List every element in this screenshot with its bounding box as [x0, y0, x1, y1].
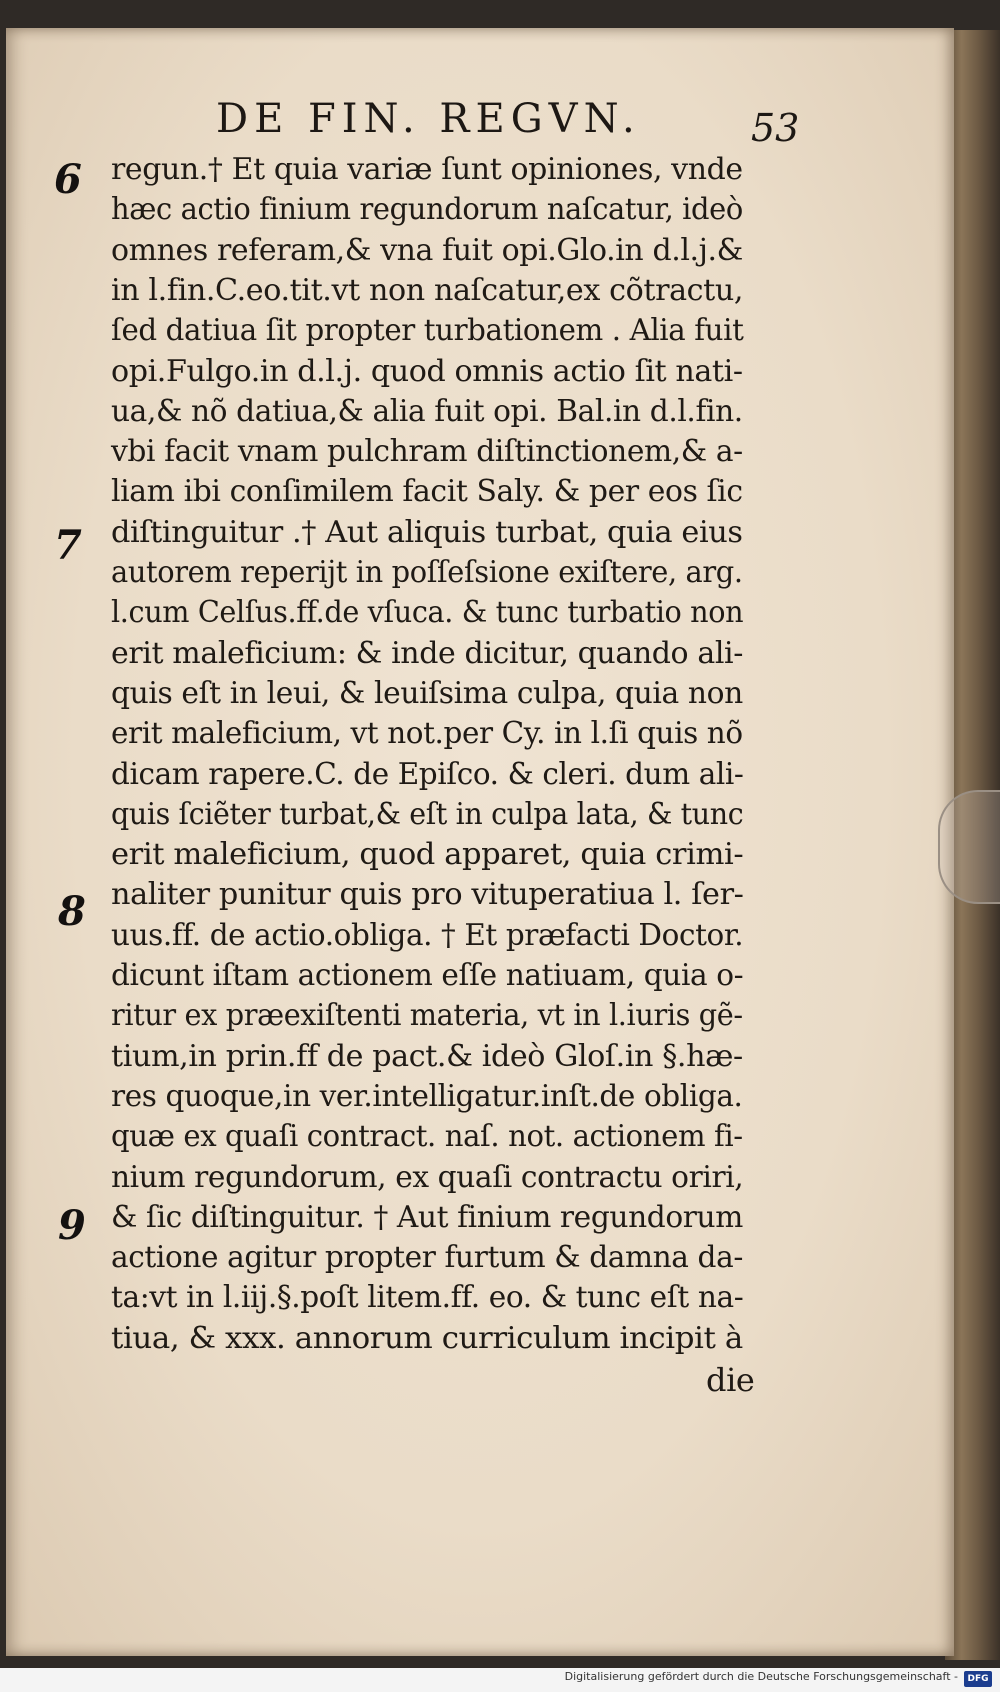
marginal-number-8: 8: [58, 888, 86, 935]
text-line: tium,in prin.ff de pact.& ideò Gloſ.in §.hæ-: [111, 1038, 743, 1074]
dfg-logo-icon: DFG: [964, 1671, 992, 1687]
text-line: & ſic diſtinguitur. † Aut finium regundorum: [111, 1199, 743, 1235]
text-line: uus.ff. de actio.obliga. † Et præfacti Doctor.: [111, 917, 744, 953]
text-line: dicam rapere.C. de Epiſco. & cleri. dum ali-: [111, 756, 744, 792]
book-page: [6, 28, 954, 1656]
running-title: DE FIN. REGVN.: [216, 96, 641, 142]
text-line: hæc actio finium regundorum naſcatur, ideò: [111, 192, 743, 228]
text-line: ſed datiua ſit propter turbationem . Alia fuit: [111, 313, 744, 349]
text-line: quis ſciẽter turbat,& eſt in culpa lata, & tunc: [111, 796, 744, 832]
text-line: ua,& nõ datiua,& alia fuit opi. Bal.in d.l.fin.: [111, 393, 743, 429]
marginal-number-9: 9: [58, 1202, 86, 1249]
text-line: erit maleficium, quod apparet, quia crimi-: [111, 837, 744, 873]
text-line: erit maleficium: & inde dicitur, quando ali-: [111, 635, 743, 671]
text-line: l.cum Celſus.ff.de vſuca. & tunc turbatio non: [111, 595, 744, 631]
text-line: erit maleficium, vt not.per Cy. in l.ſi quis nõ: [111, 716, 743, 752]
text-line: dicunt iſtam actionem eſſe natiuam, quia o-: [111, 958, 744, 993]
text-line: omnes referam,& vna fuit opi.Glo.in d.l.j.&: [111, 232, 743, 268]
page-clip: [938, 790, 1000, 904]
marginal-number-6: 6: [54, 156, 82, 203]
text-line: quæ ex quaſi contract. naſ. not. actionem fi-: [111, 1119, 743, 1155]
text-line: naliter punitur quis pro vituperatiua l. ſer-: [111, 877, 744, 913]
footer-bar: [0, 1668, 1000, 1692]
marginal-number-7: 7: [54, 522, 82, 569]
text-line: res quoque,in ver.intelligatur.inſt.de obliga.: [111, 1078, 743, 1114]
text-line: actione agitur propter furtum & damna da-: [111, 1240, 743, 1276]
text-line: diſtinguitur .† Aut aliquis turbat, quia eius: [111, 514, 743, 550]
text-line: nium regundorum, ex quaſi contractu oriri,: [111, 1159, 744, 1195]
catchword: die: [706, 1361, 755, 1399]
text-line: autorem reperijt in poſſeſsione exiſtere, arg.: [111, 555, 743, 590]
footer-credit: Digitalisierung gefördert durch die Deutsche Forschungsgemeinschaft -: [564, 1670, 958, 1683]
text-line: liam ibi conſimilem facit Saly. & per eos ſic: [111, 474, 743, 510]
text-line: ritur ex præexiſtenti materia, vt in l.iuris gẽ-: [111, 998, 743, 1034]
text-line: opi.Fulgo.in d.l.j. quod omnis actio ſit nati-: [111, 353, 743, 389]
text-line: quis eſt in leui, & leuiſsima culpa, quia non: [111, 675, 743, 711]
text-line: regun.† Et quia variæ ſunt opiniones, vnde: [111, 152, 743, 187]
text-line: in l.fin.C.eo.tit.vt non naſcatur,ex cõtractu,: [111, 272, 744, 308]
text-line: tiua, & xxx. annorum curriculum incipit à: [111, 1320, 743, 1356]
page-number: 53: [751, 106, 800, 150]
text-line: ta:vt in l.iij.§.poſt litem.ff. eo. & tunc eſt na-: [111, 1280, 744, 1316]
text-line: vbi facit vnam pulchram diſtinctionem,& a-: [111, 434, 743, 470]
